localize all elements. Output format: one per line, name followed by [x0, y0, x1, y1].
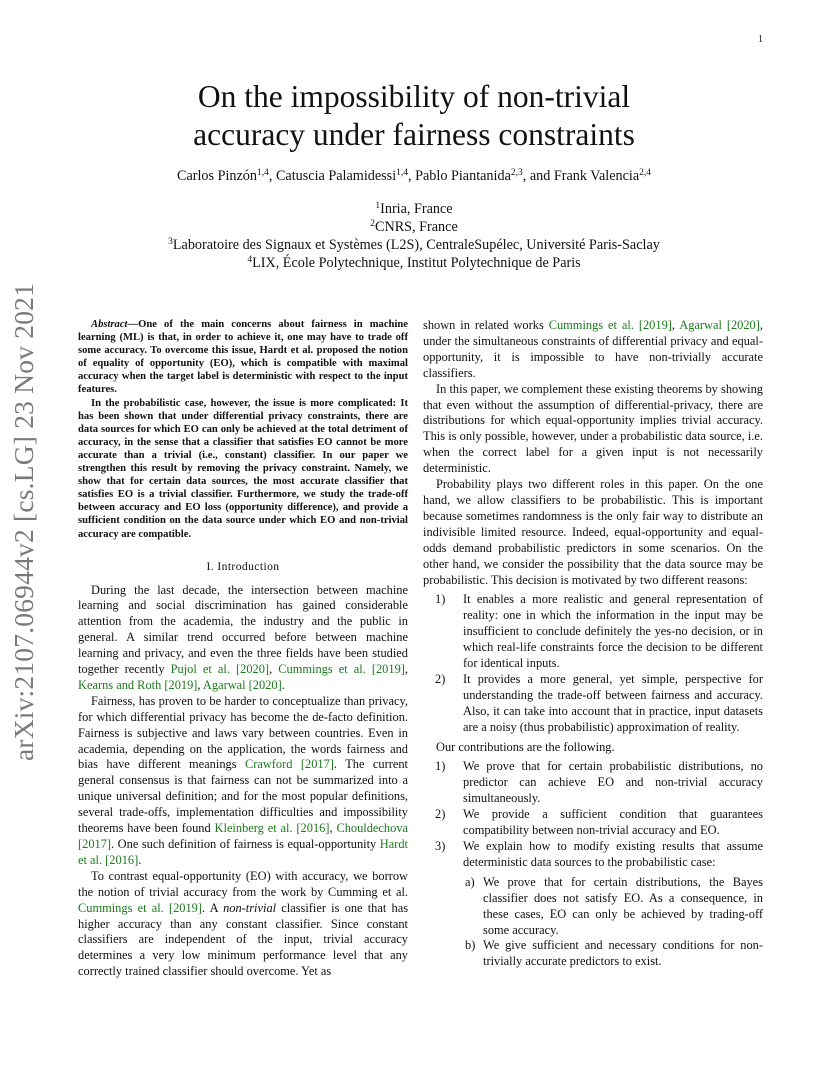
body-paragraph: In this paper, we complement these existing theorems by showing that even without the assumption of differential-privacy, there are distributions for which equal-opportunity implies trivial accuracy. This is only possible, however, under a probabilistic data source, i.e. when the correct label for a given input is not necessarily deterministic.: [423, 381, 763, 476]
emphasis: non-trivial: [223, 900, 277, 915]
list-number: b): [465, 938, 476, 953]
abstract: [78, 318, 408, 541]
text-run: To contrast equal-opportunity (EO) with accuracy, we borrow the notion of trivial accuracy from the work by Cumming et al.: [78, 868, 408, 899]
arxiv-identifier: arXiv:2107.06944v2 [cs.LG] 23 Nov 2021: [8, 282, 39, 762]
list-number: 2): [435, 671, 446, 686]
body-paragraph: Our contributions are the following.: [436, 739, 615, 754]
citation-link[interactable]: Hardt et al. [2016]: [78, 837, 408, 867]
author-name: Carlos Pinzón: [176, 168, 257, 184]
author-list: [80, 168, 748, 185]
affil-text: Laboratoire des Signaux et Systèmes (L2S), CentraleSupélec, Université Paris-Saclay: [172, 237, 660, 253]
arxiv-sidebar: [2, 284, 46, 760]
author-name: Frank Valencia: [553, 168, 640, 184]
affil-number: 4: [247, 255, 253, 265]
citation-link[interactable]: Agarwal [2020]: [679, 318, 760, 332]
affiliation: [80, 200, 748, 218]
affil-text: CNRS, France: [374, 219, 458, 235]
list-item: [423, 592, 763, 672]
citation-link[interactable]: Pujol et al. [2020]: [170, 662, 270, 677]
affiliations: [80, 200, 748, 272]
affiliation: [80, 236, 748, 254]
list-item: [423, 875, 763, 939]
author-separator: ,: [408, 168, 416, 184]
list-text: We provide a sufficient condition that guarantees compatibility between non-trivial accuracy and EO.: [463, 807, 763, 838]
list-number: a): [465, 874, 475, 889]
list-item: [423, 807, 763, 839]
text-run: classifier is one that has higher accuracy than any constant classifier. Since constant classifiers are independent of the input, trivial accuracy determines a very low minimum performance level that any correctly trained classifier should overcome. Yet as: [78, 900, 409, 979]
author-affil-marker: 1,4: [256, 168, 269, 178]
list-text: It enables a more realistic and general representation of reality: one in which the information in the input may be insufficient to conclude definitely the yes-no decision, or in which real-life constraints force the decision to be different for identical inputs.: [463, 592, 763, 671]
abstract-text: —One of the main concerns about fairness in machine learning (ML) is that, in order to achieve it, one may have to trade off some accuracy. To overcome this issue, Hardt et al. proposed the notion of equality of opportunity (EO), which is compatible with maximal accuracy when the target label is deterministic with respect to the input features.: [78, 319, 408, 396]
body-paragraph: During the last decade, the intersection between machine learning and social discrimination has gained considerable attention from the academia, the industry and the public in general. A similar trend occurred before between machine learning and privacy, and even the three fields have been studied together recently Pujol et al. [2020], Cummings et al. [2019], Kearns and Roth [2019], Agarwal [2020].: [78, 582, 409, 692]
list-number: 1): [435, 592, 446, 607]
citation-link[interactable]: Cummings et al. [2019]: [278, 662, 405, 677]
list-item: [423, 759, 763, 807]
list-text: We prove that for certain distributions, the Bayes classifier does not satisfy EO. As a consequence, in these cases, EO can only be achieved by trading-off some accuracy.: [483, 874, 763, 937]
list-number: 2): [435, 807, 446, 822]
page-number: 1: [758, 34, 763, 45]
list-number: 3): [435, 839, 446, 853]
abstract-paragraph: [78, 318, 408, 397]
author-affil-marker: 1,4: [396, 168, 409, 178]
paper-title: [80, 78, 748, 154]
affil-text: Inria, France: [380, 201, 453, 217]
affil-number: 2: [370, 219, 375, 229]
author-name: Pablo Piantanida: [415, 168, 511, 184]
citation-link[interactable]: Crawford [2017]: [244, 757, 334, 772]
author-name: Catuscia Palamidessi: [275, 168, 397, 184]
body-paragraph: Probability plays two different roles in this paper. On the one hand, we allow classifiers to be probabilistic. This is important because sometimes randomness is the only fair way to distribute an indivisible limited resource. Indeed, equal-opportunity and equal-odds demand probabilistic predictors in some scenarios. On the other hand, we consider the possibility that the data source may be probabilistic. This decision is motivated by two different reasons:: [423, 477, 763, 587]
citation-link[interactable]: Cummings et al. [2019]: [548, 318, 672, 332]
list-item: [423, 672, 763, 736]
affil-number: 1: [375, 201, 381, 211]
text-run: . The current general consensus is that fairness can not be summarized into a unique universal definition; and for the most popular definitions, several trade-offs, implementation difficulties and impossibility theorems have been found: [78, 757, 408, 836]
body-paragraph: [78, 869, 408, 980]
abstract-paragraph: In the probabilistic case, however, the issue is more complicated: It has been shown that under differential privacy constraints, there are data sources for which EO can only be achieved at the total detriment of accuracy, in the sense that a classifier that satisfies EO cannot be more accurate than a trivial (i.e., constant) classifier. In our paper we strengthen this result by removing the privacy constraint. Namely, we show that for certain data sources, the most accurate classifier that satisfies EO is a trivial classifier. Furthermore, we study the trade-off between accuracy and EO loss (opportunity difference), and provide a sufficient condition on the data source under which EO and non-trivial accuracy are compatible.: [78, 397, 408, 540]
text-run: During the last decade, the intersection between machine learning and social discrimination has gained considerable attention from the academia, the industry and the public in general. A similar trend occurred before between machine learning and privacy, and even the three fields have been studied together recently: [78, 582, 408, 677]
list-text: We explain how to modify existing results that assume deterministic data sources to the probabilistic case:: [463, 839, 763, 869]
text-run: . One such definition of fairness is equal-opportunity: [111, 837, 380, 851]
author-separator: , and: [522, 168, 554, 184]
list-text: We prove that for certain probabilistic distributions, no predictor can achieve EO and non-trivial accuracy simultaneously.: [463, 759, 763, 806]
author-affil-marker: 2,3: [510, 168, 523, 178]
citation-link[interactable]: Kleinberg et al. [2016]: [214, 821, 330, 836]
left-column: [78, 318, 408, 980]
citation-link[interactable]: Chouldechova [2017]: [78, 821, 409, 851]
author-affil-marker: 2,4: [639, 168, 651, 178]
list-text: We give sufficient and necessary conditions for non-trivially accurate predictors to exist.: [483, 938, 763, 969]
section-heading: I. Introduction: [206, 559, 280, 573]
body-paragraph: Fairness, has proven to be harder to conceptualize than privacy, for which differential privacy has become the de-facto definition. Fairness is subjective and laws vary between countries. Even in academia, depending on the application, the words fairness and bias have different meanings Crawford [2017]. The current general consensus is that fairness can not be summarized into a unique universal definition; and for the most popular definitions, several trade-offs, implementation difficulties and impossibility theorems have been found Kleinberg et al. [2016], Chouldechova [2017]. One such definition of fairness is equal-opportunity Hardt et al. [2016].: [78, 693, 409, 867]
affil-text: LIX, École Polytechnique, Institut Polytechnique de Paris: [252, 255, 581, 271]
text-run: , under the simultaneous constraints of differential privacy and equal-opportunity, it is impossible to have non-trivially accurate classifiers.: [423, 318, 763, 380]
abstract-label: Abstract: [91, 319, 128, 330]
text-run: shown in related works: [423, 318, 549, 332]
list-item: [423, 839, 763, 871]
title-line-1: On the impossibility of non-trivial: [197, 79, 631, 114]
list-number: 1): [435, 759, 446, 774]
contributions-list: [423, 759, 763, 870]
citation-link[interactable]: Kearns and Roth [2019]: [78, 677, 198, 692]
affiliation: [80, 254, 748, 272]
citation-link[interactable]: Agarwal [2020]: [202, 677, 282, 692]
affiliation: [80, 218, 748, 236]
affil-number: 3: [168, 237, 173, 247]
list-item: [423, 938, 763, 970]
text-run: Fairness, has proven to be harder to conceptualize than privacy, for which differential privacy has become the de-facto definition. Fairness is subjective and laws vary between countries. Even in academia, depending on the application, the words fairness and bias have different meanings: [78, 693, 408, 772]
author-separator: ,: [268, 168, 276, 184]
title-line-2: accuracy under fairness constraints: [193, 117, 635, 152]
text-run: . A: [202, 900, 224, 915]
citation-link[interactable]: Cummings et al. [2019]: [78, 900, 202, 915]
body-paragraph: shown in related works Cummings et al. [2019], Agarwal [2020], under the simultaneous constraints of differential privacy and equal-opportunity, it is impossible to have non-trivially accurate classifiers.: [423, 318, 763, 380]
subcontributions-list: [423, 875, 763, 970]
reasons-list: [423, 592, 763, 735]
list-text: It provides a more general, yet simple, perspective for understanding the trade-off between fairness and accuracy. Also, it can take into account that in practice, input datasets are a noisy (thus probabilistic) approximation of reality.: [463, 671, 763, 734]
right-column: [423, 318, 763, 974]
